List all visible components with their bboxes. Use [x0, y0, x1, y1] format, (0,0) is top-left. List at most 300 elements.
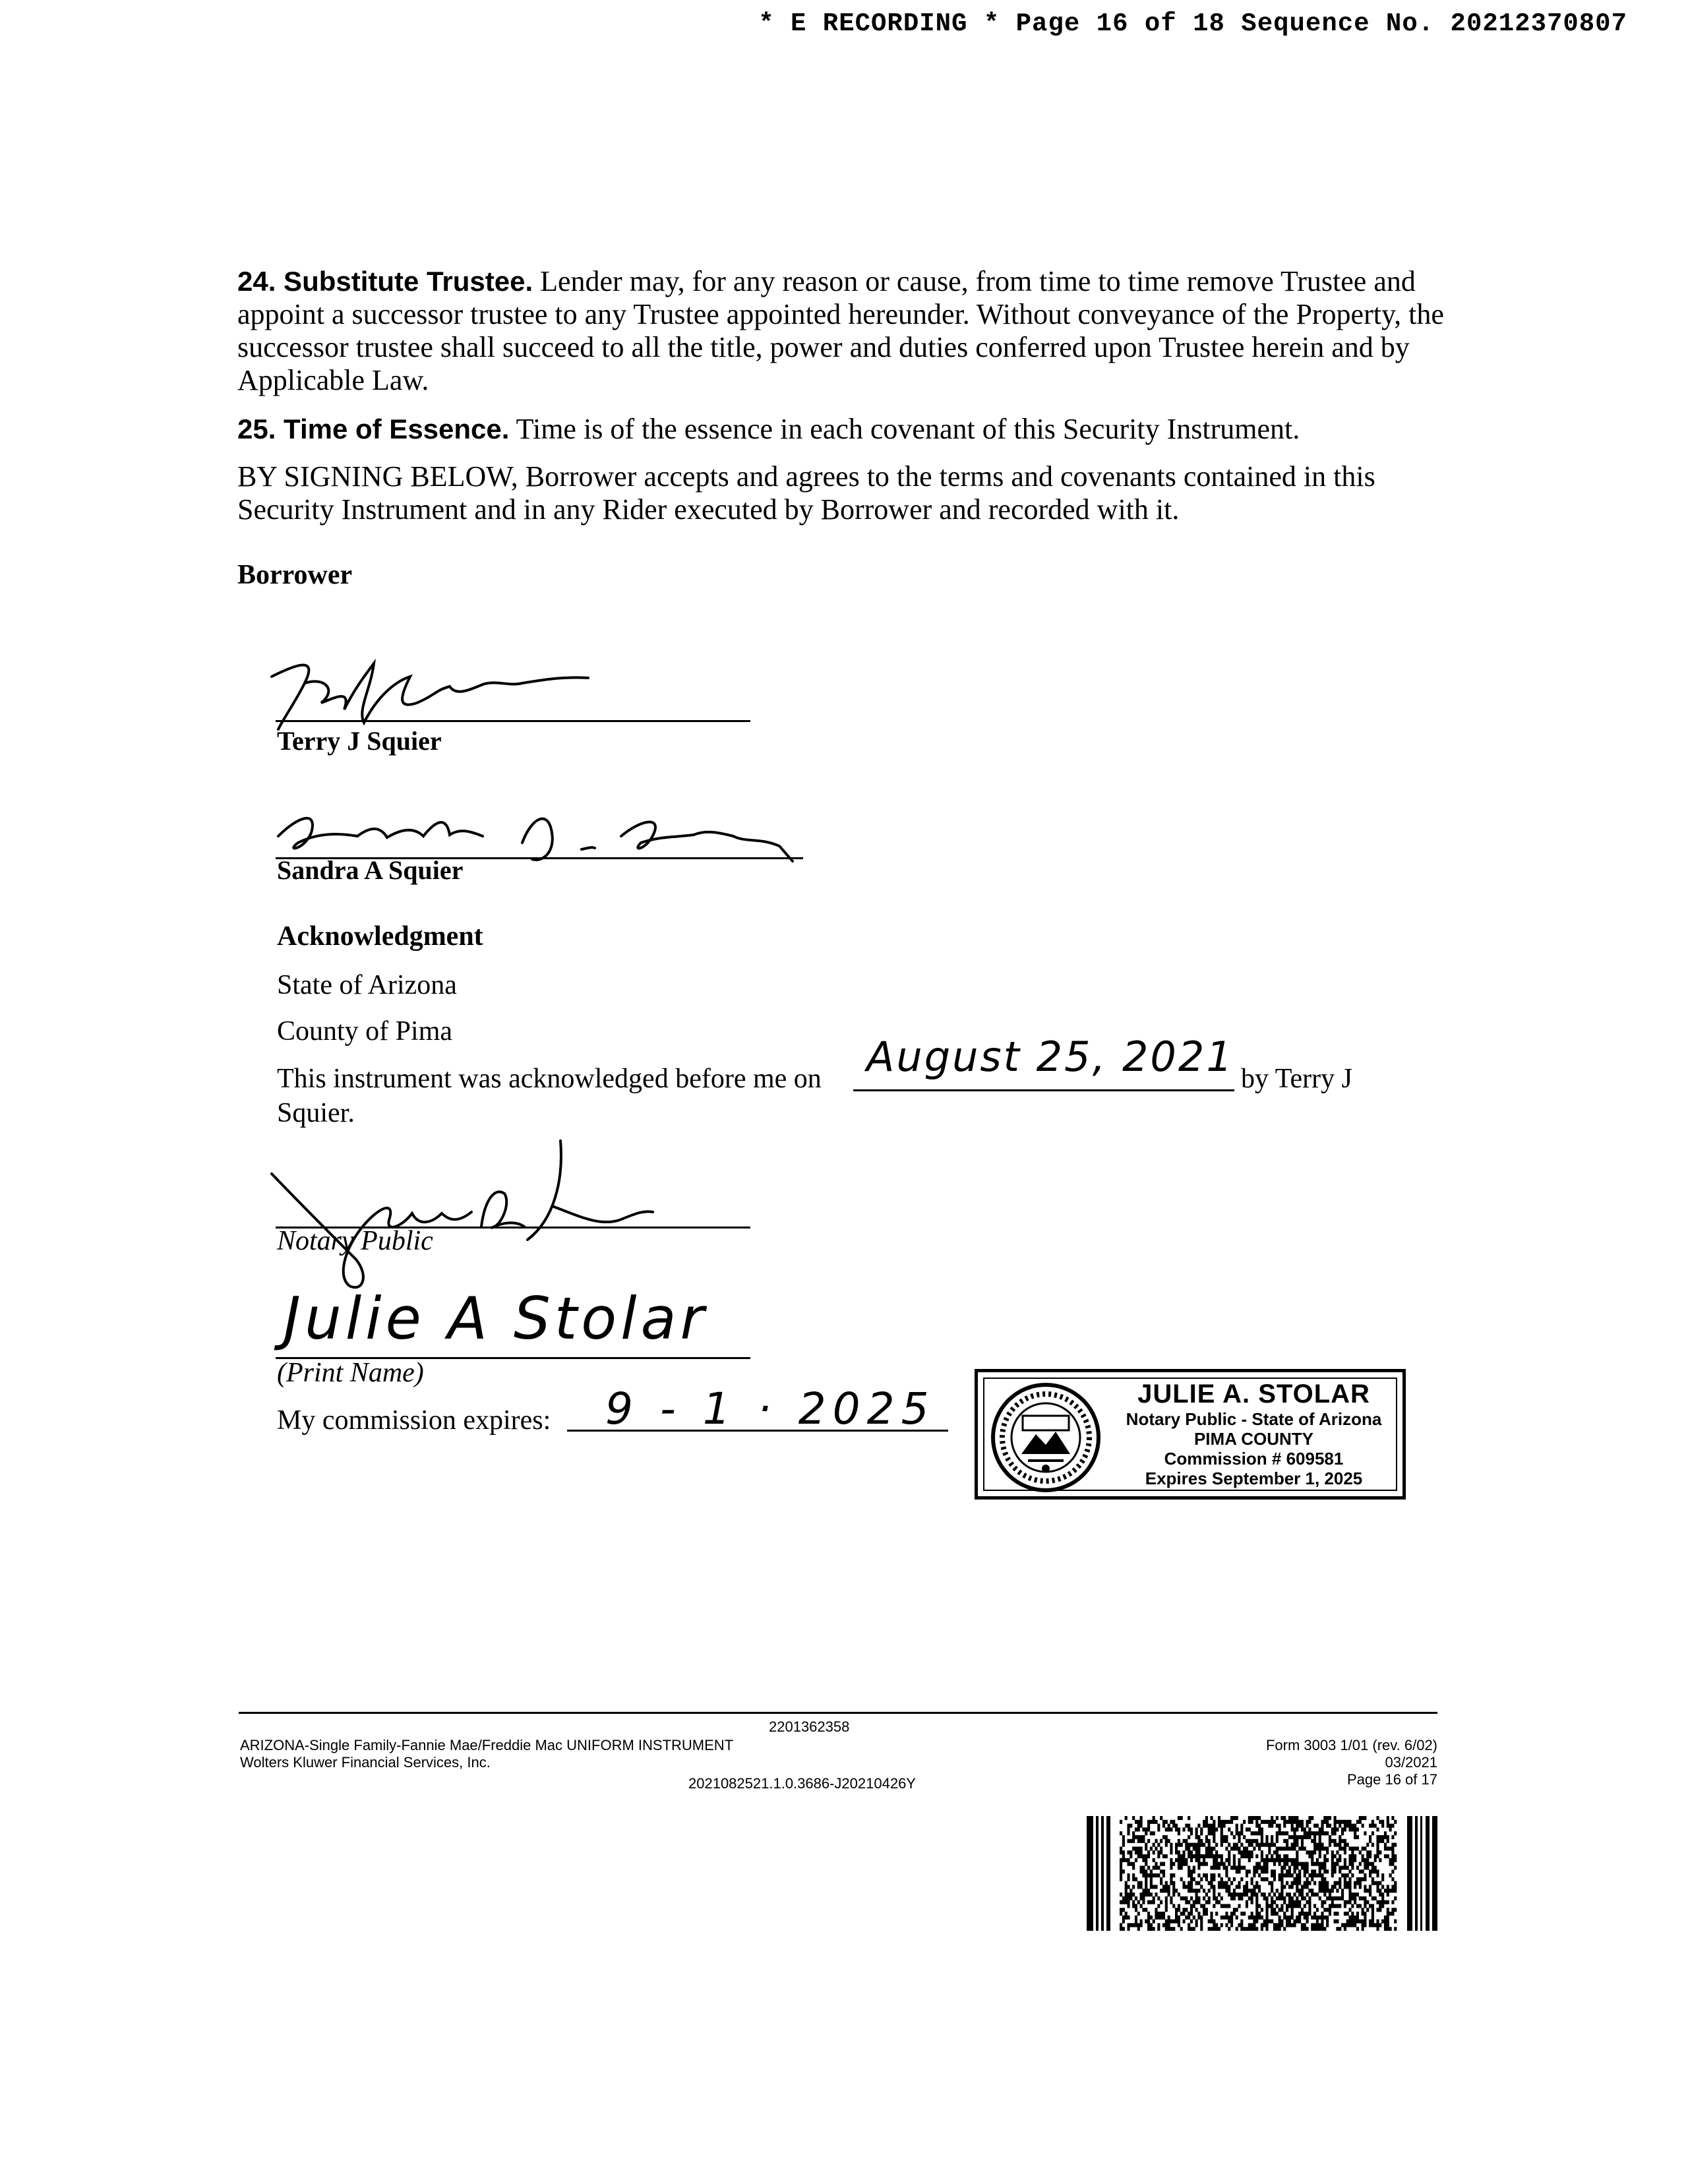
barcode-module [1223, 1916, 1226, 1920]
barcode-module [1308, 1820, 1311, 1824]
barcode-module [1293, 1846, 1296, 1850]
barcode-module [1351, 1904, 1354, 1908]
barcode-module [1236, 1885, 1238, 1889]
barcode-module [1137, 1839, 1140, 1843]
barcode-module [1255, 1920, 1258, 1924]
barcode-module [1208, 1839, 1211, 1843]
barcode-module [1225, 1923, 1228, 1927]
barcode-module [1253, 1839, 1255, 1843]
barcode-module [1293, 1816, 1296, 1820]
barcode-module [1233, 1843, 1236, 1847]
barcode-module [1268, 1881, 1271, 1885]
barcode-module [1319, 1839, 1321, 1843]
barcode-module [1301, 1824, 1304, 1828]
seal-line-1: Notary Public - State of Arizona [1126, 1409, 1382, 1429]
barcode-module [1236, 1816, 1238, 1820]
barcode-module [1258, 1843, 1261, 1847]
barcode-module [1185, 1916, 1188, 1920]
barcode-module [1331, 1850, 1334, 1854]
barcode-module [1127, 1824, 1130, 1828]
barcode-module [1225, 1916, 1228, 1920]
arizona-state-seal-icon [990, 1381, 1102, 1494]
barcode-module [1188, 1885, 1190, 1889]
barcode-module [1376, 1869, 1379, 1873]
barcode-module [1311, 1889, 1313, 1893]
barcode-module [1120, 1866, 1122, 1869]
barcode-module [1150, 1873, 1153, 1877]
barcode-module [1346, 1873, 1349, 1877]
barcode-module [1331, 1854, 1334, 1858]
barcode-module [1140, 1820, 1143, 1824]
barcode-module [1182, 1896, 1185, 1900]
barcode-module [1140, 1881, 1143, 1885]
barcode-module [1281, 1920, 1283, 1924]
barcode-module [1364, 1877, 1366, 1881]
barcode-module [1185, 1824, 1188, 1828]
barcode-module [1326, 1850, 1329, 1854]
barcode-module [1301, 1923, 1304, 1927]
barcode-module [1288, 1866, 1291, 1869]
barcode-module [1298, 1900, 1301, 1904]
barcode-module [1255, 1900, 1258, 1904]
barcode-module [1120, 1908, 1122, 1912]
barcode-module [1331, 1896, 1334, 1900]
barcode-module [1313, 1846, 1316, 1850]
barcode-module [1291, 1916, 1294, 1920]
barcode-module [1348, 1846, 1351, 1850]
barcode-module [1291, 1835, 1294, 1839]
barcode-module [1356, 1877, 1359, 1881]
barcode-module [1248, 1896, 1251, 1900]
barcode-module [1165, 1835, 1168, 1839]
barcode-module [1323, 1869, 1326, 1873]
barcode-module [1248, 1889, 1251, 1893]
barcode-module [1311, 1869, 1313, 1873]
barcode-module [1296, 1920, 1298, 1924]
barcode-module [1316, 1920, 1319, 1924]
barcode-module [1170, 1920, 1172, 1924]
barcode-module [1251, 1816, 1253, 1820]
barcode-module [1190, 1873, 1193, 1877]
barcode-module [1348, 1854, 1351, 1858]
barcode-module [1339, 1927, 1341, 1931]
barcode-module [1130, 1896, 1132, 1900]
barcode-module [1218, 1866, 1221, 1869]
barcode-module [1165, 1896, 1168, 1900]
barcode-module [1291, 1896, 1294, 1900]
barcode-module [1197, 1854, 1200, 1858]
barcode-module [1150, 1846, 1153, 1850]
barcode-module [1200, 1927, 1203, 1931]
barcode-module [1236, 1908, 1238, 1912]
barcode-module [1288, 1900, 1291, 1904]
barcode-module [1258, 1885, 1261, 1889]
barcode-module [1351, 1873, 1354, 1877]
barcode-module [1263, 1862, 1266, 1866]
barcode-module [1293, 1866, 1296, 1869]
barcode-module [1238, 1904, 1240, 1908]
barcode-module [1364, 1916, 1366, 1920]
barcode-module [1122, 1869, 1125, 1873]
barcode-module [1236, 1843, 1238, 1847]
barcode-module [1253, 1869, 1255, 1873]
barcode-module [1155, 1916, 1157, 1920]
barcode-module [1150, 1831, 1153, 1835]
barcode-module [1341, 1827, 1344, 1831]
barcode-module [1263, 1920, 1266, 1924]
barcode-module [1155, 1839, 1157, 1843]
barcode-module [1316, 1846, 1319, 1850]
barcode-module [1160, 1916, 1162, 1920]
barcode-module [1389, 1858, 1392, 1862]
barcode-module [1344, 1923, 1346, 1927]
barcode-module [1195, 1889, 1198, 1893]
barcode-module [1341, 1866, 1344, 1869]
barcode-module [1384, 1889, 1387, 1893]
barcode-module [1142, 1873, 1145, 1877]
barcode-module [1344, 1912, 1346, 1916]
barcode-module [1359, 1896, 1362, 1900]
barcode-module [1188, 1900, 1190, 1904]
barcode-module [1331, 1904, 1334, 1908]
barcode-module [1130, 1889, 1132, 1893]
barcode-module [1291, 1900, 1294, 1904]
barcode-module [1197, 1916, 1200, 1920]
barcode-module [1319, 1873, 1321, 1877]
barcode-module [1195, 1881, 1198, 1885]
barcode-module [1271, 1839, 1273, 1843]
barcode-module [1339, 1854, 1341, 1858]
barcode-module [1135, 1908, 1137, 1912]
barcode-module [1304, 1862, 1306, 1866]
barcode-module [1387, 1824, 1389, 1828]
barcode-module [1142, 1900, 1145, 1904]
barcode-module [1273, 1862, 1276, 1866]
barcode-module [1225, 1904, 1228, 1908]
barcode-module [1268, 1820, 1271, 1824]
barcode-module [1223, 1885, 1226, 1889]
barcode-module [1265, 1835, 1268, 1839]
barcode-module [1162, 1916, 1165, 1920]
barcode-module [1351, 1893, 1354, 1896]
barcode-module [1283, 1816, 1286, 1820]
barcode-module [1298, 1835, 1301, 1839]
barcode-module [1387, 1923, 1389, 1927]
barcode-module [1387, 1927, 1389, 1931]
barcode-module [1308, 1904, 1311, 1908]
barcode-module [1172, 1927, 1175, 1931]
barcode-module [1120, 1862, 1122, 1866]
barcode-module [1293, 1839, 1296, 1843]
barcode-module [1210, 1850, 1213, 1854]
barcode-module [1336, 1850, 1339, 1854]
barcode-module [1150, 1820, 1153, 1824]
barcode-module [1147, 1839, 1150, 1843]
barcode-module [1316, 1831, 1319, 1835]
barcode-module [1233, 1877, 1236, 1881]
barcode-module [1165, 1827, 1168, 1831]
barcode-module [1273, 1908, 1276, 1912]
barcode-module [1336, 1896, 1339, 1900]
barcode-module [1221, 1831, 1223, 1835]
barcode-module [1323, 1831, 1326, 1835]
barcode-module [1195, 1854, 1198, 1858]
barcode-module [1155, 1885, 1157, 1889]
barcode-module [1185, 1843, 1188, 1847]
barcode-module [1190, 1881, 1193, 1885]
barcode-module [1132, 1904, 1135, 1908]
barcode-module [1298, 1881, 1301, 1885]
barcode-module [1236, 1831, 1238, 1835]
barcode-module [1137, 1927, 1140, 1931]
barcode-module [1271, 1920, 1273, 1924]
barcode-module [1221, 1862, 1223, 1866]
barcode-module [1334, 1896, 1337, 1900]
barcode-module [1236, 1824, 1238, 1828]
barcode-module [1230, 1820, 1233, 1824]
barcode-module [1200, 1862, 1203, 1866]
barcode-module [1248, 1827, 1251, 1831]
barcode-module [1261, 1893, 1263, 1896]
barcode-module [1344, 1885, 1346, 1889]
barcode-module [1261, 1866, 1263, 1869]
barcode-module [1283, 1866, 1286, 1869]
barcode-module [1391, 1862, 1394, 1866]
barcode-module [1225, 1869, 1228, 1873]
barcode-module [1263, 1896, 1266, 1900]
barcode-module [1261, 1877, 1263, 1881]
notary-seal [975, 1369, 1406, 1500]
barcode-module [1331, 1862, 1334, 1866]
barcode-module [1316, 1824, 1319, 1828]
barcode-module [1221, 1923, 1223, 1927]
barcode-module [1281, 1831, 1283, 1835]
barcode-module [1251, 1854, 1253, 1858]
barcode-module [1240, 1927, 1243, 1931]
barcode-module [1190, 1889, 1193, 1893]
barcode-module [1193, 1846, 1195, 1850]
barcode-module [1348, 1827, 1351, 1831]
barcode-module [1258, 1827, 1261, 1831]
barcode-module [1329, 1904, 1331, 1908]
barcode-module [1162, 1854, 1165, 1858]
barcode-module [1263, 1866, 1266, 1869]
barcode-module [1255, 1893, 1258, 1896]
barcode-module [1273, 1843, 1276, 1847]
barcode-module [1188, 1881, 1190, 1885]
barcode-module [1120, 1869, 1122, 1873]
barcode-module [1296, 1904, 1298, 1908]
barcode-module [1140, 1904, 1143, 1908]
barcode-module [1155, 1846, 1157, 1850]
barcode-module [1127, 1877, 1130, 1881]
barcode-module [1127, 1858, 1130, 1862]
barcode-module [1233, 1866, 1236, 1869]
barcode-module [1364, 1889, 1366, 1893]
barcode-module [1221, 1877, 1223, 1881]
barcode-module [1346, 1824, 1349, 1828]
barcode-module [1190, 1912, 1193, 1916]
barcode-module [1233, 1854, 1236, 1858]
barcode-module [1221, 1881, 1223, 1885]
barcode-right-guard [1407, 1816, 1437, 1931]
barcode-module [1346, 1900, 1349, 1904]
barcode-module [1291, 1816, 1294, 1820]
barcode-module [1321, 1873, 1323, 1877]
barcode-module [1276, 1850, 1279, 1854]
barcode-module [1296, 1881, 1298, 1885]
barcode-module [1218, 1881, 1221, 1885]
barcode-module [1190, 1877, 1193, 1881]
barcode-module [1205, 1824, 1208, 1828]
barcode-module [1296, 1858, 1298, 1862]
barcode-module [1240, 1912, 1243, 1916]
barcode-module [1150, 1869, 1153, 1873]
barcode-module [1379, 1881, 1381, 1885]
barcode-module [1142, 1896, 1145, 1900]
barcode-module [1140, 1835, 1143, 1839]
barcode-module [1208, 1846, 1211, 1850]
barcode-module [1366, 1862, 1369, 1866]
barcode-module [1153, 1873, 1155, 1877]
barcode-module [1334, 1824, 1337, 1828]
barcode-module [1258, 1862, 1261, 1866]
barcode-module [1185, 1862, 1188, 1866]
barcode-module [1291, 1923, 1294, 1927]
barcode-module [1175, 1920, 1178, 1924]
barcode-module [1195, 1920, 1198, 1924]
barcode-module [1326, 1889, 1329, 1893]
barcode-module [1178, 1816, 1180, 1820]
barcode-module [1203, 1896, 1205, 1900]
barcode-module [1213, 1862, 1215, 1866]
barcode-module [1301, 1896, 1304, 1900]
barcode-module [1236, 1827, 1238, 1831]
barcode-module [1265, 1904, 1268, 1908]
barcode-module [1279, 1923, 1281, 1927]
barcode-module [1339, 1866, 1341, 1869]
barcode-module [1286, 1862, 1288, 1866]
barcode-module [1344, 1904, 1346, 1908]
barcode-module [1334, 1912, 1337, 1916]
barcode-module [1175, 1908, 1178, 1912]
barcode-module [1321, 1846, 1323, 1850]
barcode-module [1281, 1873, 1283, 1877]
barcode-module [1298, 1889, 1301, 1893]
footer-rule [239, 1712, 1437, 1714]
barcode-module [1145, 1843, 1147, 1847]
barcode-module [1230, 1923, 1233, 1927]
barcode-module [1301, 1889, 1304, 1893]
barcode-module [1304, 1846, 1306, 1850]
barcode-module [1387, 1839, 1389, 1843]
barcode-module [1205, 1850, 1208, 1854]
barcode-module [1178, 1858, 1180, 1862]
barcode-module [1283, 1896, 1286, 1900]
barcode-module [1273, 1893, 1276, 1896]
barcode-module [1389, 1862, 1392, 1866]
barcode-module [1200, 1839, 1203, 1843]
barcode-module [1356, 1827, 1359, 1831]
barcode-module [1336, 1862, 1339, 1866]
barcode-module [1155, 1912, 1157, 1916]
barcode-module [1197, 1912, 1200, 1916]
barcode-module [1348, 1916, 1351, 1920]
barcode-module [1346, 1885, 1349, 1889]
barcode-module [1291, 1843, 1294, 1847]
barcode-module [1243, 1854, 1246, 1858]
barcode-module [1165, 1908, 1168, 1912]
barcode-module [1261, 1827, 1263, 1831]
barcode-module [1265, 1858, 1268, 1862]
barcode-module [1132, 1885, 1135, 1889]
borrower-label: Borrower [237, 560, 353, 590]
barcode-module [1381, 1877, 1384, 1881]
barcode-module [1253, 1885, 1255, 1889]
barcode-module [1273, 1850, 1276, 1854]
barcode-module [1253, 1920, 1255, 1924]
barcode-module [1127, 1873, 1130, 1877]
barcode-module [1391, 1854, 1394, 1858]
barcode-module [1203, 1824, 1205, 1828]
barcode-module [1359, 1862, 1362, 1866]
barcode-module [1293, 1820, 1296, 1824]
barcode-module [1122, 1927, 1125, 1931]
barcode-module [1145, 1881, 1147, 1885]
barcode-module [1230, 1846, 1233, 1850]
barcode-module [1246, 1854, 1248, 1858]
barcode-module [1251, 1850, 1253, 1854]
barcode-module [1255, 1904, 1258, 1908]
barcode-module [1359, 1885, 1362, 1889]
barcode-module [1369, 1835, 1372, 1839]
barcode-module [1301, 1839, 1304, 1843]
barcode-module [1293, 1893, 1296, 1896]
barcode-module [1362, 1920, 1364, 1924]
barcode-module [1319, 1923, 1321, 1927]
barcode-module [1362, 1912, 1364, 1916]
barcode-module [1276, 1831, 1279, 1835]
barcode-module [1261, 1869, 1263, 1873]
barcode-module [1296, 1862, 1298, 1866]
barcode-module [1170, 1896, 1172, 1900]
barcode-module [1308, 1896, 1311, 1900]
barcode-module [1339, 1904, 1341, 1908]
barcode-module [1304, 1835, 1306, 1839]
barcode-module [1362, 1877, 1364, 1881]
barcode-module [1243, 1885, 1246, 1889]
barcode-module [1369, 1869, 1372, 1873]
barcode-module [1306, 1824, 1309, 1828]
barcode-module [1301, 1862, 1304, 1866]
footer-loan-number: 2201362358 [769, 1718, 850, 1735]
barcode-module [1306, 1862, 1309, 1866]
barcode-module [1228, 1843, 1230, 1847]
barcode-module [1243, 1866, 1246, 1869]
barcode-module [1374, 1923, 1377, 1927]
barcode-module [1283, 1916, 1286, 1920]
barcode-module [1180, 1816, 1183, 1820]
barcode-module [1221, 1896, 1223, 1900]
barcode-module [1336, 1843, 1339, 1847]
barcode-module [1221, 1904, 1223, 1908]
barcode-module [1374, 1854, 1377, 1858]
barcode-module [1137, 1900, 1140, 1904]
barcode-module [1230, 1881, 1233, 1885]
barcode-module [1306, 1881, 1309, 1885]
barcode-module [1334, 1839, 1337, 1843]
barcode-module [1391, 1877, 1394, 1881]
